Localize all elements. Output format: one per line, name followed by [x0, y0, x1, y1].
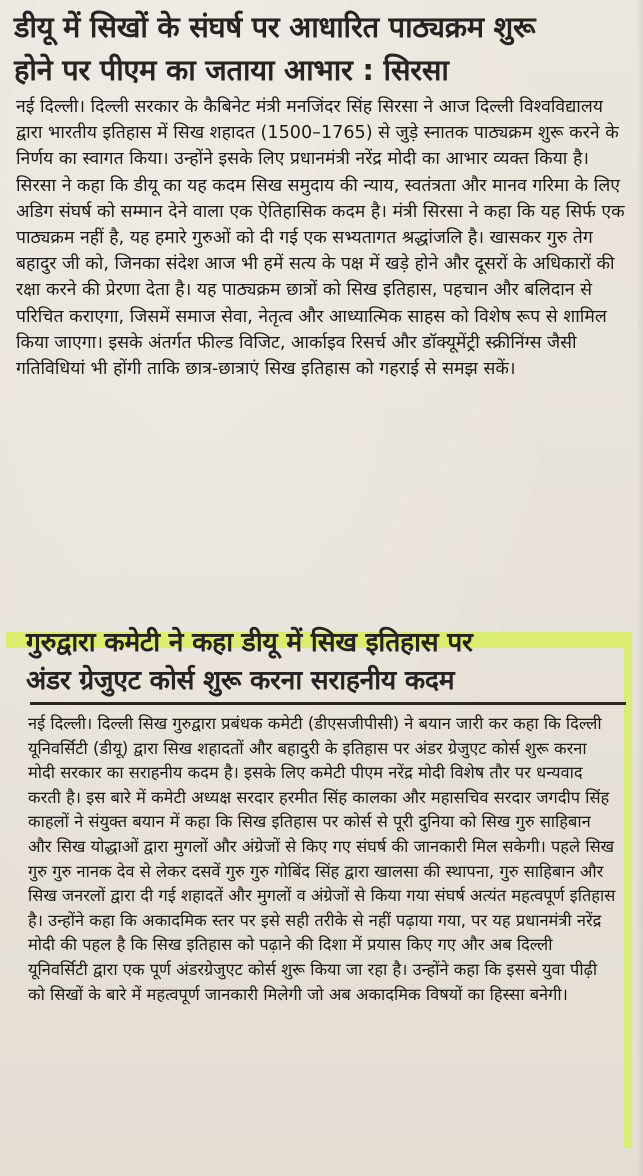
- article1-body: नई दिल्ली। दिल्ली सरकार के कैबिनेट मंत्री मनजिंदर सिंह सिरसा ने आज दिल्ली विश्वविद्यालय द्वारा भारतीय इतिहास में सिख शहादत (1500–1765) से जुड़े स्नातक पाठ्यक्रम शुरू करने के निर्णय का स्वागत किया। उन्होंने इसके लिए प्रधानमंत्री नरेंद्र मोदी का आभार व्यक्त किया है। सिरसा ने कहा कि डीयू का यह कदम सिख समुदाय की न्याय, स्वतंत्रता और मानव गरिमा के लिए अडिग संघर्ष को सम्मान देने वाला एक ऐतिहासिक कदम है। मंत्री सिरसा ने कहा कि यह सिर्फ एक पाठ्यक्रम नहीं है, यह हमारे गुरुओं को दी गई एक सभ्यतागत श्रद्धांजलि है। खासकर गुरु तेग बहादुर जी को, जिनका संदेश आज भी हमें सत्य के पक्ष में खड़े होने और दूसरों के अधिकारों की रक्षा करने की प्रेरणा देता है। यह पाठ्यक्रम छात्रों को सिख इतिहास, पहचान और बलिदान से परिचित कराएगा, जिसमें समाज सेवा, नेतृत्व और आध्यात्मिक साहस को विशेष रूप से शामिल किया जाएगा। इसके अंतर्गत फील्ड विजिट, आर्काइव रिसर्च और डॉक्यूमेंट्री स्क्रीनिंग्स जैसी गतिविधियां भी होंगी ताकि छात्र-छात्राएं सिख इतिहास को गहराई से समझ सकें।: [16, 97, 625, 380]
- article2-headline-line1: गुरुद्वारा कमेटी ने कहा डीयू में सिख इतिहास पर: [26, 627, 473, 658]
- article2-headline: [6, 618, 634, 700]
- article2-body: नई दिल्ली। दिल्ली सिख गुरुद्वारा प्रबंधक कमेटी (डीएसजीपीसी) ने बयान जारी कर कहा कि दिल्ली यूनिवर्सिटी (डीयू) द्वारा सिख शहादतों और बहादुरी के इतिहास पर अंडर ग्रेजुएट कोर्स शुरू करना मोदी सरकार का सराहनीय कदम है। इसके लिए कमेटी पीएम नरेंद्र मोदी विशेष तौर पर धन्यवाद करती है। इस बारे में कमेटी अध्यक्ष सरदार हरमीत सिंह कालका और महासचिव सरदार जगदीप सिंह काहलों ने संयुक्त बयान में कहा कि सिख इतिहास पर कोर्स से पूरी दुनिया को सिख गुरु साहिबान और सिख योद्धाओं द्वारा मुगलों और अंग्रेजों से किए गए संघर्ष की जानकारी मिल सकेगी। पहले सिख गुरु गुरु नानक देव से लेकर दसवें गुरु गुरु गोबिंद सिंह द्वारा खालसा की स्थापना, गुरु साहिबान और सिख जनरलों द्वारा दी गई शहादतें और मुगलों व अंग्रेजों से किया गया संघर्ष अत्यंत महत्वपूर्ण इतिहास है। उन्होंने कहा कि अकादमिक स्तर पर इसे सही तरीके से नहीं पढ़ाया गया, पर यह प्रधानमंत्री नरेंद्र मोदी की पहल है कि सिख इतिहास को पढ़ाने की दिशा में प्रयास किए गए और अब दिल्ली यूनिवर्सिटी द्वारा एक पूर्ण अंडरग्रेजुएट कोर्स शुरू किया जा रहा है। उन्होंने कहा कि इससे युवा पीढ़ी को सिखों के बारे में महत्वपूर्ण जानकारी मिलेगी जो अब अकादमिक विषयों का हिस्सा बनेगी।: [28, 714, 616, 1004]
- article-sirsa: [10, 6, 630, 382]
- article1-headline-line2: होने पर पीएम का जताया आभार : सिरसा: [14, 53, 449, 87]
- article1-headline-line1: डीयू में सिखों के संघर्ष पर आधारित पाठ्यक्रम शुरू: [14, 10, 536, 44]
- paper-edge-shadow: [637, 0, 643, 1176]
- article2-headline-line2: अंडर ग्रेजुएट कोर्स शुरू करना सराहनीय कदम: [26, 665, 455, 696]
- article1-headline: [10, 6, 630, 92]
- headline-underline: [30, 702, 626, 705]
- article-gurudwara-committee: [6, 618, 634, 1166]
